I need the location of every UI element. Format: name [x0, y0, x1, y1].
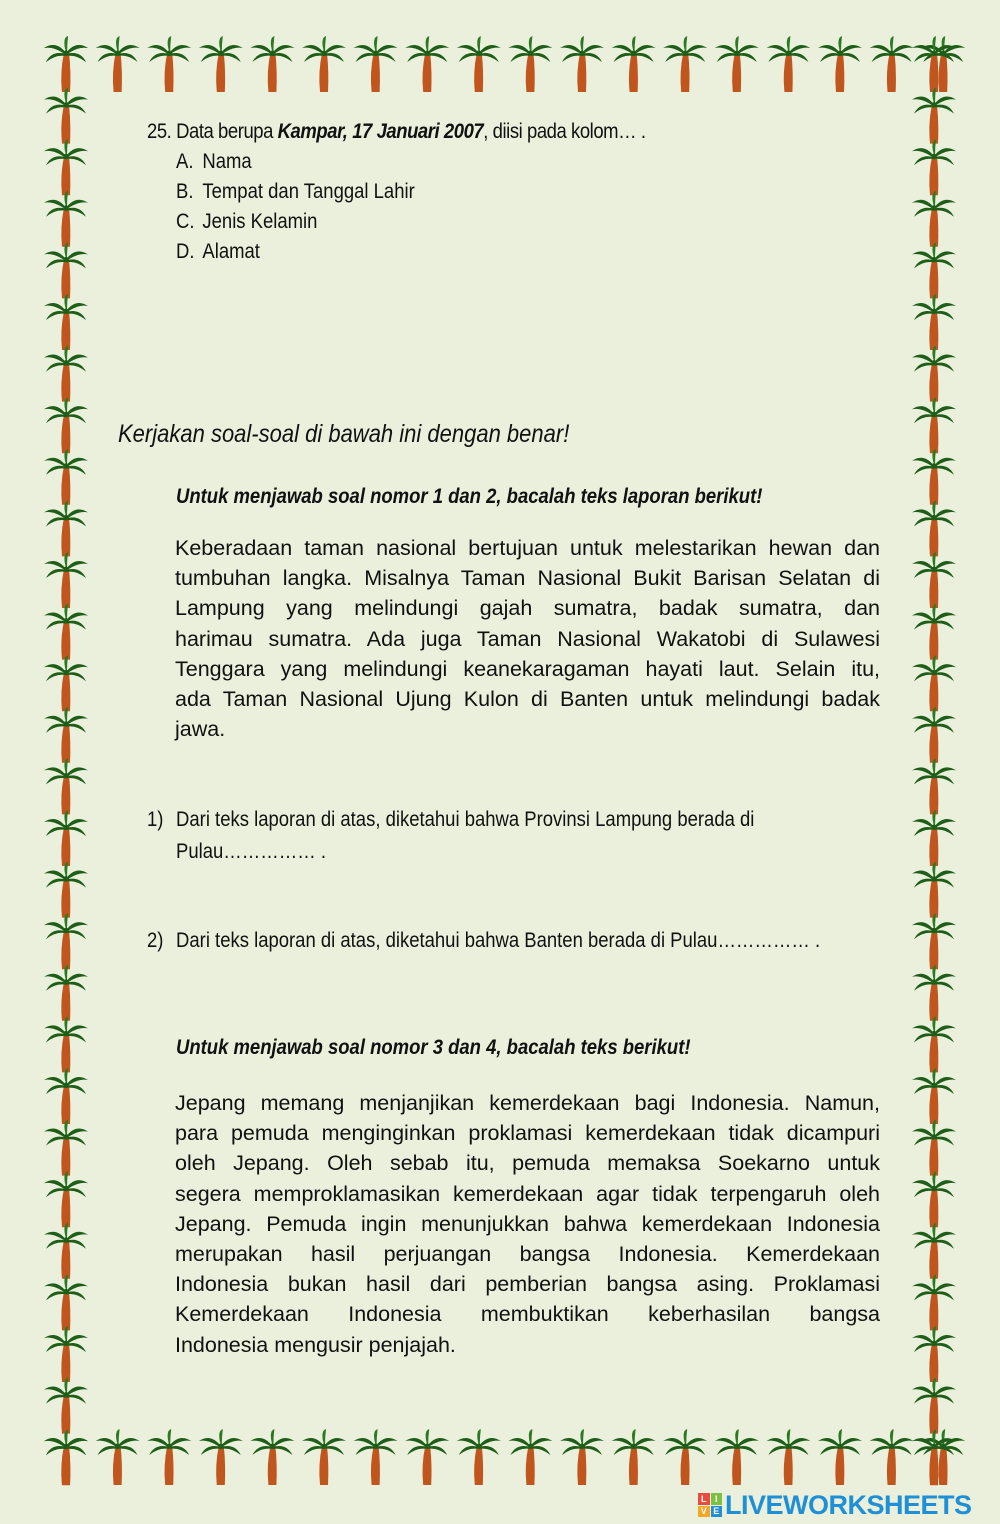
question-25 — [147, 120, 646, 144]
palm-tree-icon — [612, 36, 656, 92]
section-1-heading: Untuk menjawab soal nomor 1 dan 2, bacalah teks laporan berikut! — [176, 485, 763, 508]
palm-tree-icon — [912, 1171, 956, 1227]
palm-tree-icon — [912, 1326, 956, 1382]
instruction-heading: Kerjakan soal-soal di bawah ini dengan benar! — [118, 420, 570, 448]
palm-tree-icon — [912, 965, 956, 1021]
palm-tree-icon — [96, 1429, 140, 1485]
question-25-text-before: Data berupa — [176, 120, 278, 143]
paragraph-line: jawa. — [175, 717, 226, 742]
palm-tree-icon — [44, 139, 88, 195]
palm-tree-icon — [912, 88, 956, 144]
palm-tree-icon — [354, 36, 398, 92]
palm-tree-icon — [44, 913, 88, 969]
palm-tree-icon — [457, 1429, 501, 1485]
palm-tree-icon — [912, 36, 956, 92]
palm-tree-icon — [147, 1429, 191, 1485]
palm-tree-icon — [912, 397, 956, 453]
palm-tree-icon — [44, 1378, 88, 1434]
palm-tree-icon — [44, 294, 88, 350]
palm-tree-icon — [912, 346, 956, 402]
option-letter: D. — [176, 240, 195, 263]
palm-tree-icon — [912, 294, 956, 350]
palm-tree-icon — [912, 913, 956, 969]
palm-tree-icon — [912, 655, 956, 711]
paragraph-line: oleh Jepang. Oleh sebab itu, pemuda memaksa Soekarno untuk — [175, 1151, 880, 1176]
option-c — [176, 210, 317, 234]
palm-tree-icon — [912, 810, 956, 866]
palm-tree-icon — [612, 1429, 656, 1485]
palm-tree-icon — [147, 36, 191, 92]
palm-tree-icon — [44, 862, 88, 918]
paragraph-line: Jepang memang menjanjikan kemerdekaan bagi Indonesia. Namun, — [175, 1091, 880, 1115]
palm-tree-icon — [44, 965, 88, 1021]
palm-tree-icon — [818, 1429, 862, 1485]
option-text: Tempat dan Tanggal Lahir — [202, 180, 415, 203]
option-text: Nama — [202, 150, 252, 173]
palm-tree-icon — [96, 36, 140, 92]
question-number: 1) — [147, 808, 164, 831]
palm-tree-icon — [44, 191, 88, 247]
question-text-continuation: Pulau…………… . — [176, 840, 326, 863]
palm-tree-icon — [44, 655, 88, 711]
option-text: Jenis Kelamin — [202, 210, 318, 233]
palm-tree-icon — [457, 36, 501, 92]
palm-tree-icon — [44, 1120, 88, 1176]
paragraph-line: Keberadaan taman nasional bertujuan untuk melestarikan hewan dan — [175, 536, 880, 560]
paragraph-line: Indonesia mengusir penjajah. — [175, 1332, 456, 1357]
palm-tree-icon — [912, 758, 956, 814]
palm-tree-icon — [250, 36, 294, 92]
palm-tree-icon — [44, 1171, 88, 1227]
palm-tree-icon — [870, 1429, 914, 1485]
paragraph-line: Kemerdekaan Indonesia membuktikan keberhasilan bangsa — [175, 1302, 880, 1327]
option-letter: C. — [176, 210, 195, 233]
palm-tree-icon — [405, 1429, 449, 1485]
palm-tree-icon — [44, 1326, 88, 1382]
palm-tree-icon — [44, 1223, 88, 1279]
palm-tree-icon — [354, 1429, 398, 1485]
paragraph-line: tumbuhan langka. Misalnya Taman Nasional Bukit Barisan Selatan di — [175, 566, 880, 591]
palm-tree-icon — [44, 810, 88, 866]
palm-tree-icon — [912, 862, 956, 918]
option-d — [176, 240, 260, 264]
palm-tree-icon — [508, 36, 552, 92]
section-1-paragraph — [175, 533, 880, 744]
paragraph-line: merupakan hasil perjuangan bangsa Indonesia. Kemerdekaan — [175, 1242, 880, 1267]
palm-tree-icon — [912, 242, 956, 298]
palm-tree-icon — [44, 707, 88, 763]
palm-tree-icon — [44, 500, 88, 556]
palm-tree-icon — [912, 139, 956, 195]
option-text: Alamat — [202, 240, 260, 263]
palm-tree-icon — [921, 36, 965, 92]
palm-tree-icon — [44, 242, 88, 298]
palm-tree-icon — [715, 36, 759, 92]
palm-tree-icon — [44, 552, 88, 608]
paragraph-line: harimau sumatra. Ada juga Taman Nasional Wakatobi di Sulawesi — [175, 626, 880, 651]
palm-tree-icon — [44, 88, 88, 144]
palm-tree-icon — [912, 1016, 956, 1072]
palm-tree-icon — [912, 500, 956, 556]
palm-tree-icon — [302, 36, 346, 92]
palm-tree-icon — [766, 36, 810, 92]
palm-tree-icon — [912, 604, 956, 660]
palm-tree-icon — [766, 1429, 810, 1485]
question-number: 2) — [147, 929, 164, 952]
palm-tree-icon — [663, 36, 707, 92]
palm-tree-icon — [199, 36, 243, 92]
question-25-number: 25. — [147, 120, 172, 143]
palm-tree-icon — [44, 449, 88, 505]
palm-tree-icon — [715, 1429, 759, 1485]
option-letter: B. — [176, 180, 194, 203]
palm-tree-icon — [250, 1429, 294, 1485]
liveworksheets-logo[interactable] — [698, 1488, 972, 1522]
palm-tree-icon — [912, 191, 956, 247]
palm-tree-icon — [912, 552, 956, 608]
paragraph-line: segera memproklamasikan kemerdekaan agar tidak terpengaruh oleh — [175, 1181, 880, 1206]
palm-tree-icon — [44, 758, 88, 814]
paragraph-line: Lampung yang melindungi gajah sumatra, badak sumatra, dan — [175, 596, 880, 621]
palm-tree-icon — [912, 449, 956, 505]
palm-tree-icon — [44, 1016, 88, 1072]
palm-tree-icon — [921, 1429, 965, 1485]
section-2-heading: Untuk menjawab soal nomor 3 dan 4, bacalah teks berikut! — [176, 1036, 691, 1059]
section-2-paragraph — [175, 1088, 880, 1360]
palm-tree-icon — [912, 1429, 956, 1485]
paragraph-line: Indonesia bukan hasil dari pemberian bangsa asing. Proklamasi — [175, 1272, 880, 1297]
palm-tree-icon — [663, 1429, 707, 1485]
palm-tree-icon — [912, 1120, 956, 1176]
option-letter: A. — [176, 150, 194, 173]
palm-tree-icon — [912, 1068, 956, 1124]
question-text: Dari teks laporan di atas, diketahui bahwa Provinsi Lampung berada di — [176, 808, 755, 831]
question-text: Dari teks laporan di atas, diketahui bahwa Banten berada di Pulau…………… . — [176, 929, 821, 952]
question-2 — [147, 925, 820, 957]
palm-tree-icon — [44, 1429, 88, 1485]
palm-tree-icon — [818, 36, 862, 92]
palm-tree-icon — [912, 707, 956, 763]
palm-tree-icon — [44, 1274, 88, 1330]
palm-tree-icon — [302, 1429, 346, 1485]
palm-tree-icon — [912, 1223, 956, 1279]
palm-tree-icon — [199, 1429, 243, 1485]
paragraph-line: Jepang. Pemuda ingin menunjukkan bahwa kemerdekaan Indonesia — [175, 1211, 880, 1236]
palm-tree-icon — [912, 1274, 956, 1330]
palm-tree-icon — [405, 36, 449, 92]
palm-tree-icon — [508, 1429, 552, 1485]
palm-tree-icon — [560, 1429, 604, 1485]
question-25-text-bold: Kampar, 17 Januari 2007 — [277, 120, 484, 143]
palm-tree-icon — [44, 397, 88, 453]
palm-tree-icon — [560, 36, 604, 92]
option-a — [176, 150, 252, 174]
liveworksheets-text: LIVEWORKSHEETS — [725, 1489, 972, 1520]
palm-tree-icon — [44, 1068, 88, 1124]
paragraph-line: para pemuda menginginkan proklamasi kemerdekaan tidak dicampuri — [175, 1121, 880, 1146]
palm-tree-icon — [44, 36, 88, 92]
question-1 — [147, 804, 754, 868]
palm-tree-icon — [870, 36, 914, 92]
paragraph-line: ada Taman Nasional Ujung Kulon di Banten untuk melindungi badak — [175, 687, 880, 712]
option-b — [176, 180, 415, 204]
palm-tree-icon — [44, 346, 88, 402]
paragraph-line: Tenggara yang melindungi keanekaragaman hayati laut. Selain itu, — [175, 656, 880, 681]
palm-tree-icon — [912, 1378, 956, 1434]
palm-tree-icon — [44, 604, 88, 660]
question-25-text-after: , diisi pada kolom… . — [483, 120, 646, 143]
liveworksheets-badge-icon: L I V E — [698, 1493, 722, 1517]
